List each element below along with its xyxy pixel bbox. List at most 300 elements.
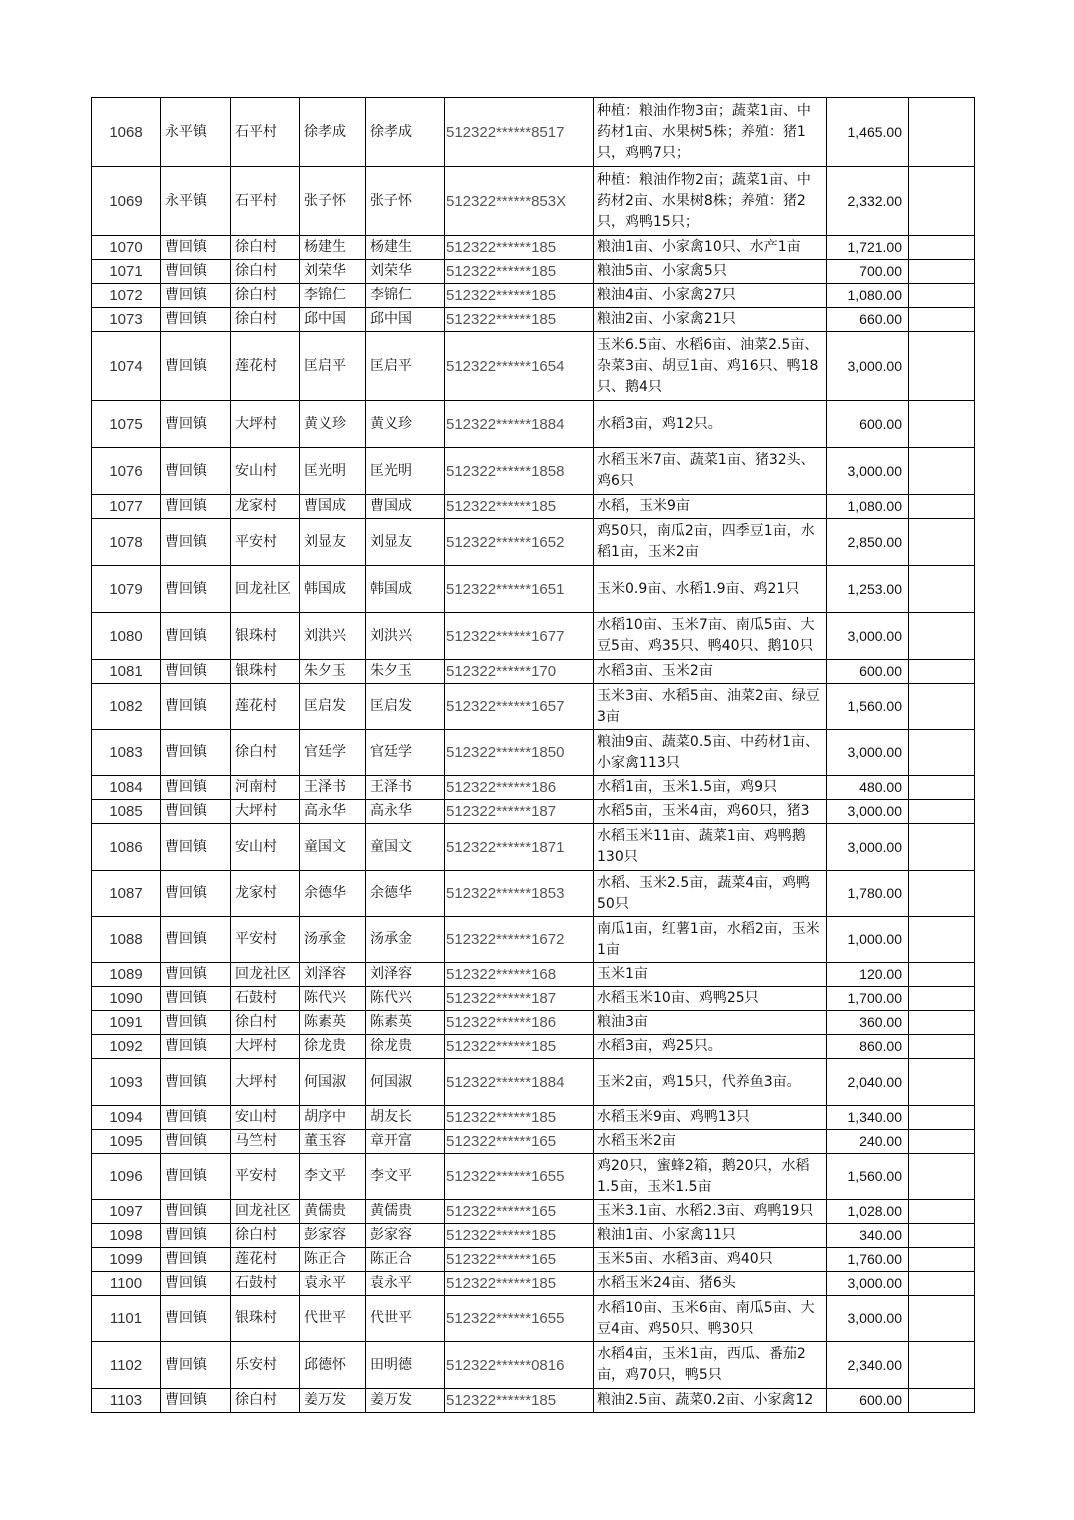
row-number: 1081: [92, 660, 161, 684]
id-number-cell: 512322******185: [445, 1035, 594, 1059]
amount-cell: 1,253.00: [827, 566, 909, 613]
row-number: 1077: [92, 495, 161, 519]
id-number-cell: 512322******168: [445, 963, 594, 987]
table-row: [92, 1106, 975, 1130]
amount-cell: 3,000.00: [827, 1272, 909, 1296]
applicant-name-cell: 袁永平: [300, 1272, 366, 1296]
table-row: [92, 260, 975, 284]
id-number-cell: 512322******170: [445, 660, 594, 684]
production-description-cell: 水稻3亩，鸡25只。: [594, 1035, 827, 1059]
table-row: [92, 1130, 975, 1154]
empty-cell: [909, 566, 975, 613]
village-cell: 回龙社区: [231, 1200, 300, 1224]
row-number: 1101: [92, 1296, 161, 1342]
applicant-name-cell: 曹国成: [300, 495, 366, 519]
village-cell: 银珠村: [231, 613, 300, 660]
applicant-name-cell: 余德华: [300, 871, 366, 917]
recipient-name-cell: 官廷学: [366, 730, 445, 776]
id-number-cell: 512322******1651: [445, 566, 594, 613]
town-cell: 曹回镇: [161, 776, 231, 800]
row-number: 1092: [92, 1035, 161, 1059]
applicant-name-cell: 童国文: [300, 824, 366, 871]
village-cell: 银珠村: [231, 1296, 300, 1342]
row-number: 1080: [92, 613, 161, 660]
town-cell: 曹回镇: [161, 308, 231, 332]
amount-cell: 3,000.00: [827, 730, 909, 776]
table-row: [92, 800, 975, 824]
applicant-name-cell: 董玉容: [300, 1130, 366, 1154]
table-row: [92, 1011, 975, 1035]
amount-cell: 3,000.00: [827, 613, 909, 660]
row-number: 1090: [92, 987, 161, 1011]
amount-cell: 340.00: [827, 1224, 909, 1248]
row-number: 1088: [92, 917, 161, 963]
amount-cell: 360.00: [827, 1011, 909, 1035]
amount-cell: 2,340.00: [827, 1342, 909, 1389]
recipient-name-cell: 刘洪兴: [366, 613, 445, 660]
table-row: [92, 1059, 975, 1106]
empty-cell: [909, 167, 975, 236]
id-number-cell: 512322******187: [445, 800, 594, 824]
village-cell: 平安村: [231, 917, 300, 963]
empty-cell: [909, 1011, 975, 1035]
applicant-name-cell: 陈素英: [300, 1011, 366, 1035]
recipient-name-cell: 陈素英: [366, 1011, 445, 1035]
village-cell: 大坪村: [231, 1059, 300, 1106]
production-description-cell: 粮油9亩、蔬菜0.5亩、中药材1亩、小家禽113只: [594, 730, 827, 776]
town-cell: 曹回镇: [161, 284, 231, 308]
production-description-cell: 水稻玉米24亩、猪6头: [594, 1272, 827, 1296]
table-row: [92, 519, 975, 566]
recipient-name-cell: 李锦仁: [366, 284, 445, 308]
table-row: [92, 1035, 975, 1059]
town-cell: 曹回镇: [161, 730, 231, 776]
town-cell: 曹回镇: [161, 566, 231, 613]
applicant-name-cell: 高永华: [300, 800, 366, 824]
empty-cell: [909, 987, 975, 1011]
recipient-name-cell: 邱中国: [366, 308, 445, 332]
town-cell: 曹回镇: [161, 1248, 231, 1272]
row-number: 1103: [92, 1389, 161, 1413]
recipient-name-cell: 匡启平: [366, 332, 445, 401]
row-number: 1076: [92, 448, 161, 495]
recipient-name-cell: 朱夕玉: [366, 660, 445, 684]
applicant-name-cell: 姜万发: [300, 1389, 366, 1413]
table-row: [92, 1272, 975, 1296]
table-row: [92, 1248, 975, 1272]
table-row: [92, 98, 975, 167]
production-description-cell: 玉米2亩，鸡15只，代养鱼3亩。: [594, 1059, 827, 1106]
id-number-cell: 512322******185: [445, 236, 594, 260]
production-description-cell: 水稻玉米10亩、鸡鸭25只: [594, 987, 827, 1011]
recipient-name-cell: 黄儒贵: [366, 1200, 445, 1224]
id-number-cell: 512322******185: [445, 1272, 594, 1296]
production-description-cell: 水稻玉米7亩、蔬菜1亩、猪32头、鸡6只: [594, 448, 827, 495]
applicant-name-cell: 代世平: [300, 1296, 366, 1342]
town-cell: 曹回镇: [161, 1154, 231, 1200]
town-cell: 曹回镇: [161, 684, 231, 730]
village-cell: 马竺村: [231, 1130, 300, 1154]
town-cell: 曹回镇: [161, 1011, 231, 1035]
applicant-name-cell: 匡启平: [300, 332, 366, 401]
village-cell: 徐白村: [231, 1389, 300, 1413]
village-cell: 回龙社区: [231, 963, 300, 987]
id-number-cell: 512322******187: [445, 987, 594, 1011]
id-number-cell: 512322******853X: [445, 167, 594, 236]
table-row: [92, 824, 975, 871]
table-row: [92, 776, 975, 800]
id-number-cell: 512322******186: [445, 776, 594, 800]
village-cell: 徐白村: [231, 260, 300, 284]
recipient-name-cell: 徐龙贵: [366, 1035, 445, 1059]
amount-cell: 1,700.00: [827, 987, 909, 1011]
table-row: [92, 917, 975, 963]
town-cell: 曹回镇: [161, 963, 231, 987]
row-number: 1086: [92, 824, 161, 871]
row-number: 1078: [92, 519, 161, 566]
town-cell: 曹回镇: [161, 519, 231, 566]
applicant-name-cell: 刘洪兴: [300, 613, 366, 660]
amount-cell: 1,721.00: [827, 236, 909, 260]
empty-cell: [909, 448, 975, 495]
empty-cell: [909, 963, 975, 987]
production-description-cell: 玉米3亩、水稻5亩、油菜2亩、绿豆3亩: [594, 684, 827, 730]
village-cell: 石平村: [231, 98, 300, 167]
table-row: [92, 1342, 975, 1389]
town-cell: 曹回镇: [161, 1106, 231, 1130]
applicant-name-cell: 王泽书: [300, 776, 366, 800]
town-cell: 曹回镇: [161, 1059, 231, 1106]
amount-cell: 2,850.00: [827, 519, 909, 566]
table-row: [92, 684, 975, 730]
production-description-cell: 种植：粮油作物3亩；蔬菜1亩、中药材1亩、水果树5株；养殖：猪1只，鸡鸭7只；: [594, 98, 827, 167]
town-cell: 曹回镇: [161, 1272, 231, 1296]
recipient-name-cell: 李文平: [366, 1154, 445, 1200]
empty-cell: [909, 613, 975, 660]
production-description-cell: 鸡20只，蜜蜂2箱，鹅20只，水稻1.5亩，玉米1.5亩: [594, 1154, 827, 1200]
empty-cell: [909, 1059, 975, 1106]
recipient-name-cell: 杨建生: [366, 236, 445, 260]
amount-cell: 1,760.00: [827, 1248, 909, 1272]
village-cell: 大坪村: [231, 1035, 300, 1059]
table-row: [92, 1154, 975, 1200]
production-description-cell: 玉米0.9亩、水稻1.9亩、鸡21只: [594, 566, 827, 613]
table-row: [92, 401, 975, 448]
village-cell: 平安村: [231, 519, 300, 566]
recipient-name-cell: 童国文: [366, 824, 445, 871]
village-cell: 河南村: [231, 776, 300, 800]
id-number-cell: 512322******186: [445, 1011, 594, 1035]
row-number: 1073: [92, 308, 161, 332]
town-cell: 曹回镇: [161, 824, 231, 871]
recipient-name-cell: 胡友长: [366, 1106, 445, 1130]
empty-cell: [909, 260, 975, 284]
row-number: 1084: [92, 776, 161, 800]
applicant-name-cell: 杨建生: [300, 236, 366, 260]
row-number: 1087: [92, 871, 161, 917]
row-number: 1074: [92, 332, 161, 401]
amount-cell: 660.00: [827, 308, 909, 332]
id-number-cell: 512322******1858: [445, 448, 594, 495]
applicant-name-cell: 邱德怀: [300, 1342, 366, 1389]
recipient-name-cell: 余德华: [366, 871, 445, 917]
town-cell: 曹回镇: [161, 1200, 231, 1224]
recipient-name-cell: 汤承金: [366, 917, 445, 963]
applicant-name-cell: 徐龙贵: [300, 1035, 366, 1059]
production-description-cell: 粮油2亩、小家禽21只: [594, 308, 827, 332]
empty-cell: [909, 730, 975, 776]
recipient-name-cell: 彭家容: [366, 1224, 445, 1248]
production-description-cell: 水稻3亩，鸡12只。: [594, 401, 827, 448]
village-cell: 石鼓村: [231, 987, 300, 1011]
empty-cell: [909, 1248, 975, 1272]
amount-cell: 1,080.00: [827, 284, 909, 308]
village-cell: 徐白村: [231, 1011, 300, 1035]
amount-cell: 700.00: [827, 260, 909, 284]
town-cell: 曹回镇: [161, 401, 231, 448]
production-description-cell: 水稻10亩、玉米6亩、南瓜5亩、大豆4亩、鸡50只、鸭30只: [594, 1296, 827, 1342]
id-number-cell: 512322******185: [445, 284, 594, 308]
amount-cell: 3,000.00: [827, 448, 909, 495]
table-row: [92, 495, 975, 519]
recipient-name-cell: 姜万发: [366, 1389, 445, 1413]
town-cell: 曹回镇: [161, 495, 231, 519]
recipient-name-cell: 陈正合: [366, 1248, 445, 1272]
amount-cell: 1,465.00: [827, 98, 909, 167]
village-cell: 石鼓村: [231, 1272, 300, 1296]
recipient-name-cell: 张子怀: [366, 167, 445, 236]
id-number-cell: 512322******165: [445, 1130, 594, 1154]
id-number-cell: 512322******1853: [445, 871, 594, 917]
town-cell: 曹回镇: [161, 871, 231, 917]
applicant-name-cell: 朱夕玉: [300, 660, 366, 684]
recipient-name-cell: 田明德: [366, 1342, 445, 1389]
amount-cell: 1,560.00: [827, 684, 909, 730]
recipient-name-cell: 袁永平: [366, 1272, 445, 1296]
id-number-cell: 512322******185: [445, 260, 594, 284]
recipient-name-cell: 高永华: [366, 800, 445, 824]
applicant-name-cell: 黄儒贵: [300, 1200, 366, 1224]
village-cell: 徐白村: [231, 1224, 300, 1248]
id-number-cell: 512322******0816: [445, 1342, 594, 1389]
empty-cell: [909, 1296, 975, 1342]
village-cell: 龙家村: [231, 495, 300, 519]
empty-cell: [909, 1224, 975, 1248]
production-description-cell: 水稻玉米2亩: [594, 1130, 827, 1154]
production-description-cell: 水稻10亩、玉米7亩、南瓜5亩、大豆5亩、鸡35只、鸭40只、鹅10只: [594, 613, 827, 660]
village-cell: 徐白村: [231, 284, 300, 308]
village-cell: 安山村: [231, 448, 300, 495]
applicant-name-cell: 张子怀: [300, 167, 366, 236]
id-number-cell: 512322******165: [445, 1248, 594, 1272]
town-cell: 曹回镇: [161, 987, 231, 1011]
empty-cell: [909, 684, 975, 730]
row-number: 1079: [92, 566, 161, 613]
empty-cell: [909, 401, 975, 448]
empty-cell: [909, 917, 975, 963]
amount-cell: 600.00: [827, 660, 909, 684]
production-description-cell: 玉米1亩: [594, 963, 827, 987]
amount-cell: 240.00: [827, 1130, 909, 1154]
production-description-cell: 粮油3亩: [594, 1011, 827, 1035]
amount-cell: 120.00: [827, 963, 909, 987]
town-cell: 曹回镇: [161, 613, 231, 660]
production-description-cell: 水稻1亩，玉米1.5亩，鸡9只: [594, 776, 827, 800]
village-cell: 莲花村: [231, 1248, 300, 1272]
applicant-name-cell: 汤承金: [300, 917, 366, 963]
empty-cell: [909, 284, 975, 308]
row-number: 1085: [92, 800, 161, 824]
amount-cell: 1,000.00: [827, 917, 909, 963]
applicant-name-cell: 刘泽容: [300, 963, 366, 987]
applicant-name-cell: 彭家容: [300, 1224, 366, 1248]
id-number-cell: 512322******1655: [445, 1296, 594, 1342]
production-description-cell: 粮油4亩、小家禽27只: [594, 284, 827, 308]
applicant-name-cell: 李文平: [300, 1154, 366, 1200]
table-body: [92, 98, 975, 1413]
id-number-cell: 512322******8517: [445, 98, 594, 167]
empty-cell: [909, 308, 975, 332]
id-number-cell: 512322******185: [445, 1106, 594, 1130]
recipient-name-cell: 曹国成: [366, 495, 445, 519]
village-cell: 徐白村: [231, 236, 300, 260]
production-description-cell: 水稻4亩，玉米1亩，西瓜、番茄2亩，鸡70只，鸭5只: [594, 1342, 827, 1389]
production-description-cell: 粮油2.5亩、蔬菜0.2亩、小家禽12: [594, 1389, 827, 1413]
row-number: 1083: [92, 730, 161, 776]
row-number: 1082: [92, 684, 161, 730]
row-number: 1099: [92, 1248, 161, 1272]
id-number-cell: 512322******185: [445, 1389, 594, 1413]
production-description-cell: 水稻，玉米9亩: [594, 495, 827, 519]
id-number-cell: 512322******1677: [445, 613, 594, 660]
amount-cell: 860.00: [827, 1035, 909, 1059]
production-description-cell: 水稻、玉米2.5亩，蔬菜4亩，鸡鸭50只: [594, 871, 827, 917]
table-row: [92, 236, 975, 260]
town-cell: 曹回镇: [161, 660, 231, 684]
amount-cell: 3,000.00: [827, 1296, 909, 1342]
recipient-name-cell: 陈代兴: [366, 987, 445, 1011]
applicant-name-cell: 陈正合: [300, 1248, 366, 1272]
amount-cell: 1,560.00: [827, 1154, 909, 1200]
table-row: [92, 167, 975, 236]
amount-cell: 2,040.00: [827, 1059, 909, 1106]
village-cell: 龙家村: [231, 871, 300, 917]
applicant-name-cell: 胡序中: [300, 1106, 366, 1130]
production-description-cell: 粮油5亩、小家禽5只: [594, 260, 827, 284]
town-cell: 曹回镇: [161, 1035, 231, 1059]
empty-cell: [909, 1035, 975, 1059]
id-number-cell: 512322******1871: [445, 824, 594, 871]
id-number-cell: 512322******165: [445, 1200, 594, 1224]
village-cell: 回龙社区: [231, 566, 300, 613]
empty-cell: [909, 1106, 975, 1130]
recipient-name-cell: 匡启发: [366, 684, 445, 730]
empty-cell: [909, 776, 975, 800]
village-cell: 安山村: [231, 824, 300, 871]
recipient-name-cell: 刘荣华: [366, 260, 445, 284]
recipient-name-cell: 韩国成: [366, 566, 445, 613]
id-number-cell: 512322******1850: [445, 730, 594, 776]
village-cell: 大坪村: [231, 401, 300, 448]
applicant-name-cell: 刘显友: [300, 519, 366, 566]
applicant-name-cell: 匡光明: [300, 448, 366, 495]
amount-cell: 3,000.00: [827, 800, 909, 824]
applicant-name-cell: 黄义珍: [300, 401, 366, 448]
id-number-cell: 512322******185: [445, 1224, 594, 1248]
amount-cell: 2,332.00: [827, 167, 909, 236]
row-number: 1069: [92, 167, 161, 236]
empty-cell: [909, 1200, 975, 1224]
amount-cell: 480.00: [827, 776, 909, 800]
recipient-name-cell: 匡光明: [366, 448, 445, 495]
village-cell: 大坪村: [231, 800, 300, 824]
town-cell: 曹回镇: [161, 800, 231, 824]
id-number-cell: 512322******1884: [445, 1059, 594, 1106]
row-number: 1068: [92, 98, 161, 167]
subsidy-table: [91, 97, 975, 1413]
recipient-name-cell: 刘泽容: [366, 963, 445, 987]
production-description-cell: 水稻3亩、玉米2亩: [594, 660, 827, 684]
town-cell: 曹回镇: [161, 1296, 231, 1342]
amount-cell: 3,000.00: [827, 824, 909, 871]
production-description-cell: 玉米5亩、水稻3亩、鸡40只: [594, 1248, 827, 1272]
table-row: [92, 730, 975, 776]
empty-cell: [909, 871, 975, 917]
town-cell: 曹回镇: [161, 1130, 231, 1154]
table-row: [92, 660, 975, 684]
row-number: 1097: [92, 1200, 161, 1224]
empty-cell: [909, 1342, 975, 1389]
amount-cell: 1,340.00: [827, 1106, 909, 1130]
town-cell: 曹回镇: [161, 1342, 231, 1389]
production-description-cell: 水稻玉米11亩、蔬菜1亩、鸡鸭鹅130只: [594, 824, 827, 871]
village-cell: 莲花村: [231, 332, 300, 401]
row-number: 1091: [92, 1011, 161, 1035]
applicant-name-cell: 陈代兴: [300, 987, 366, 1011]
id-number-cell: 512322******1654: [445, 332, 594, 401]
table-row: [92, 332, 975, 401]
row-number: 1071: [92, 260, 161, 284]
production-description-cell: 玉米6.5亩、水稻6亩、油菜2.5亩、杂菜3亩、胡豆1亩、鸡16只、鸭18只、鹅4只: [594, 332, 827, 401]
empty-cell: [909, 495, 975, 519]
id-number-cell: 512322******185: [445, 308, 594, 332]
town-cell: 永平镇: [161, 98, 231, 167]
table-row: [92, 613, 975, 660]
recipient-name-cell: 章开富: [366, 1130, 445, 1154]
table-row: [92, 987, 975, 1011]
amount-cell: 1,080.00: [827, 495, 909, 519]
production-description-cell: 粮油1亩、小家禽10只、水产1亩: [594, 236, 827, 260]
table-row: [92, 1200, 975, 1224]
table-row: [92, 448, 975, 495]
recipient-name-cell: 徐孝成: [366, 98, 445, 167]
row-number: 1098: [92, 1224, 161, 1248]
town-cell: 永平镇: [161, 167, 231, 236]
village-cell: 莲花村: [231, 684, 300, 730]
id-number-cell: 512322******1655: [445, 1154, 594, 1200]
production-description-cell: 南瓜1亩，红薯1亩，水稻2亩，玉米1亩: [594, 917, 827, 963]
applicant-name-cell: 何国淑: [300, 1059, 366, 1106]
id-number-cell: 512322******1657: [445, 684, 594, 730]
empty-cell: [909, 660, 975, 684]
village-cell: 徐白村: [231, 308, 300, 332]
amount-cell: 3,000.00: [827, 332, 909, 401]
amount-cell: 1,780.00: [827, 871, 909, 917]
empty-cell: [909, 1154, 975, 1200]
row-number: 1096: [92, 1154, 161, 1200]
town-cell: 曹回镇: [161, 448, 231, 495]
village-cell: 安山村: [231, 1106, 300, 1130]
